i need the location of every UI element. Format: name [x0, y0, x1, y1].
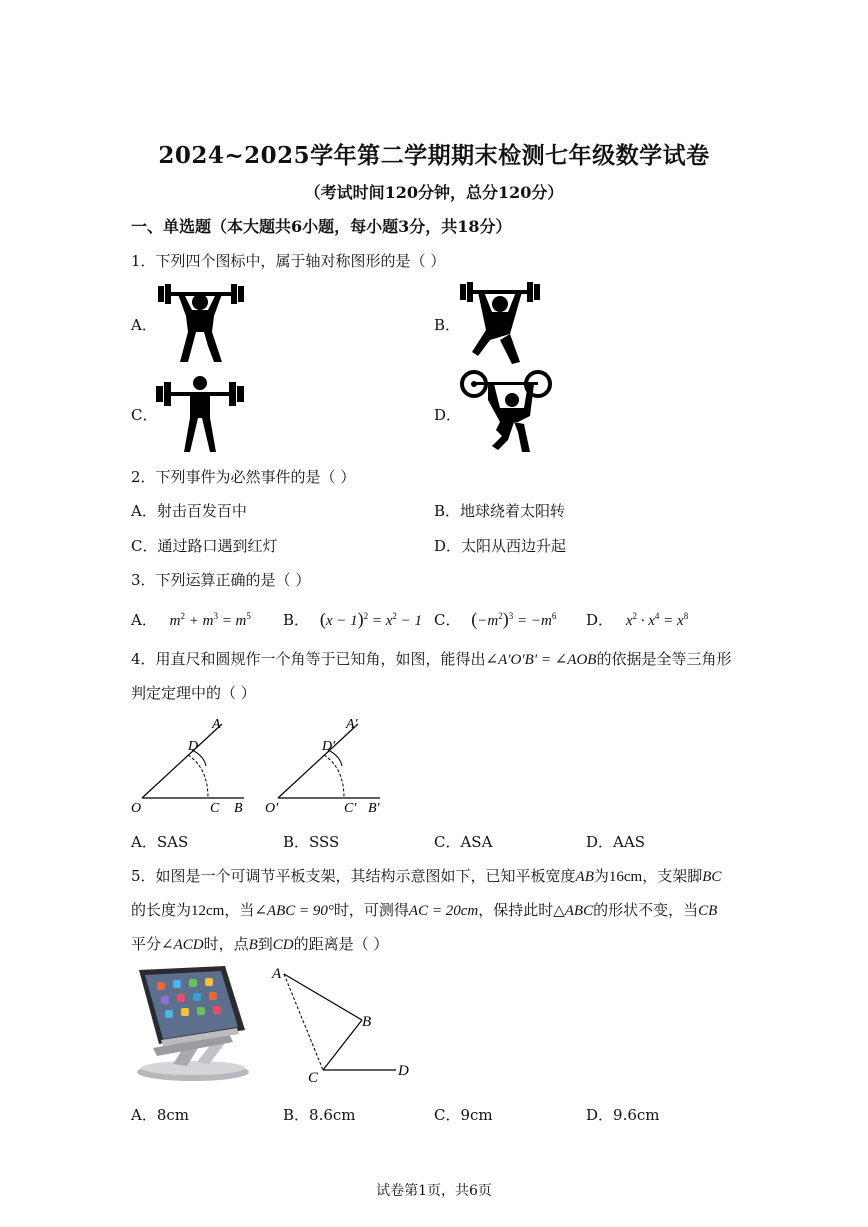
- weightlifter-icon-b[interactable]: [460, 278, 540, 364]
- q5-math-ab: AB: [575, 869, 594, 885]
- q5-angle-acd: ∠ACD: [161, 937, 204, 953]
- q4-figure-original-angle: [128, 712, 258, 818]
- tablet-stand-photo: [133, 964, 251, 1082]
- q3-option-c[interactable]: [434, 609, 556, 630]
- fig1-label-b: B: [234, 801, 243, 816]
- fig2-label-o: O′: [265, 801, 279, 816]
- q3-option-b-expr: $(x - 1)^2 = x^2 - 1$: [319, 609, 422, 629]
- q2-option-c[interactable]: C．通过路口遇到红灯: [131, 537, 278, 555]
- exam-info: （考试时间120分钟，总分120分）: [304, 183, 564, 202]
- fig5-label-a: A: [272, 966, 282, 982]
- weightlifter-icon-a[interactable]: [158, 280, 244, 364]
- q5-text: ，当: [224, 901, 255, 919]
- q5-value-12cm: 12cm: [191, 903, 225, 919]
- q4-option-c[interactable]: C．ASA: [434, 833, 493, 851]
- fig5-label-d: D: [398, 1063, 409, 1079]
- question-3-stem: 3．下列运算正确的是（ ）: [131, 571, 311, 589]
- q5-text: 到: [257, 935, 273, 953]
- q1-option-b-label[interactable]: B．: [434, 316, 461, 334]
- question-5-line1: [131, 865, 721, 886]
- question-4-stem-line1: [131, 648, 731, 669]
- question-2-stem: 2．下列事件为必然事件的是（ ）: [131, 468, 356, 486]
- fig2-label-c: C′: [344, 801, 357, 816]
- question-5-line2: [131, 899, 717, 920]
- q3-option-b-label: B．: [283, 611, 310, 629]
- fig1-label-d: D: [188, 739, 199, 754]
- q5-text: 5．如图是一个可调节平板支架，其结构示意图如下，已知平板宽度: [131, 867, 576, 885]
- q5-option-b[interactable]: B．8.6cm: [283, 1106, 356, 1124]
- q3-option-d-label: D．: [586, 611, 614, 629]
- q1-option-a-label[interactable]: A．: [131, 316, 157, 334]
- q5-math-bc: BC: [702, 869, 722, 885]
- q5-math-cd: CD: [272, 937, 294, 953]
- q3-option-d[interactable]: [586, 609, 688, 630]
- weightlifter-icon-d[interactable]: [458, 370, 554, 454]
- q5-value-ac: AC = 20cm: [408, 903, 479, 919]
- q4-option-b[interactable]: B．SSS: [283, 833, 340, 851]
- fig1-label-c: C: [210, 801, 220, 816]
- fig2-label-d: D′: [322, 739, 336, 754]
- q4-option-d[interactable]: D．AAS: [586, 833, 645, 851]
- q4-stem-text-tail: 的依据是全等三角形: [596, 650, 732, 668]
- q5-figure-triangle: [268, 962, 418, 1088]
- q5-value-16cm: 16cm: [608, 869, 643, 885]
- q5-text: 平分: [131, 935, 162, 953]
- question-5-line3: [131, 933, 388, 954]
- q3-option-b[interactable]: [283, 609, 422, 630]
- fig5-label-c: C: [308, 1070, 319, 1086]
- page-footer: 试卷第1页，共6页: [376, 1183, 492, 1199]
- q4-option-a[interactable]: A．SAS: [131, 833, 189, 851]
- q5-option-d[interactable]: D．9.6cm: [586, 1106, 660, 1124]
- q5-text: 时，点: [203, 935, 249, 953]
- q5-text: 的距离是（ ）: [293, 935, 389, 953]
- q2-option-d[interactable]: D．太阳从西边升起: [434, 537, 567, 555]
- fig2-label-a: A′: [346, 717, 358, 732]
- question-4-stem-line2: 判定定理中的（ ）: [131, 684, 256, 702]
- q4-figure-copied-angle: [264, 712, 394, 818]
- q5-math-cb: CB: [698, 903, 718, 919]
- q3-option-a[interactable]: [131, 609, 251, 630]
- fig2-label-b: B′: [368, 801, 380, 816]
- q5-option-c[interactable]: C．9cm: [434, 1106, 493, 1124]
- q3-option-c-expr: $(-m^2)^3 = -m^6$: [471, 609, 557, 629]
- q5-triangle-abc: △ABC: [553, 903, 594, 919]
- q2-option-b[interactable]: B．地球绕着太阳转: [434, 502, 566, 520]
- q4-angle-equation: ∠A′O′B′ = ∠AOB: [485, 652, 597, 668]
- q2-option-a[interactable]: A．射击百发百中: [131, 502, 247, 520]
- q5-option-a[interactable]: A．8cm: [131, 1106, 190, 1124]
- q5-text: 的长度为: [131, 901, 192, 919]
- q5-text: 时，可测得: [333, 901, 409, 919]
- page-title: 2024~2025学年第二学期期末检测七年级数学试卷: [158, 142, 710, 169]
- q1-option-c-label[interactable]: C．: [131, 406, 158, 424]
- q5-text: 为: [593, 867, 609, 885]
- q3-option-c-label: C．: [434, 611, 461, 629]
- fig1-label-o: O: [131, 801, 142, 816]
- q3-option-a-expr: $m^2 + m^3 = m^5$: [169, 611, 251, 629]
- section-heading: 一、单选题（本大题共6小题，每小题3分，共18分）: [131, 217, 512, 236]
- q5-point-b: B: [248, 937, 258, 953]
- q4-stem-text: 4．用直尺和圆规作一个角等于已知角，如图，能得出: [131, 650, 486, 668]
- q3-option-a-label: A．: [131, 611, 157, 629]
- q3-option-d-expr: $x^2 \cdot x^4 = x^8$: [625, 611, 689, 629]
- fig5-label-b: B: [362, 1014, 372, 1030]
- q5-angle-abc: ∠ABC = 90°: [254, 903, 334, 919]
- weightlifter-icon-c[interactable]: [156, 374, 244, 454]
- q5-text: 的形状不变，当: [593, 901, 699, 919]
- q1-option-d-label[interactable]: D．: [434, 406, 462, 424]
- question-1-stem: 1．下列四个图标中，属于轴对称图形的是（ ）: [131, 252, 446, 270]
- q5-text: ，支架脚: [642, 867, 703, 885]
- q5-text: ，保持此时: [478, 901, 554, 919]
- fig1-label-a: A: [212, 717, 221, 732]
